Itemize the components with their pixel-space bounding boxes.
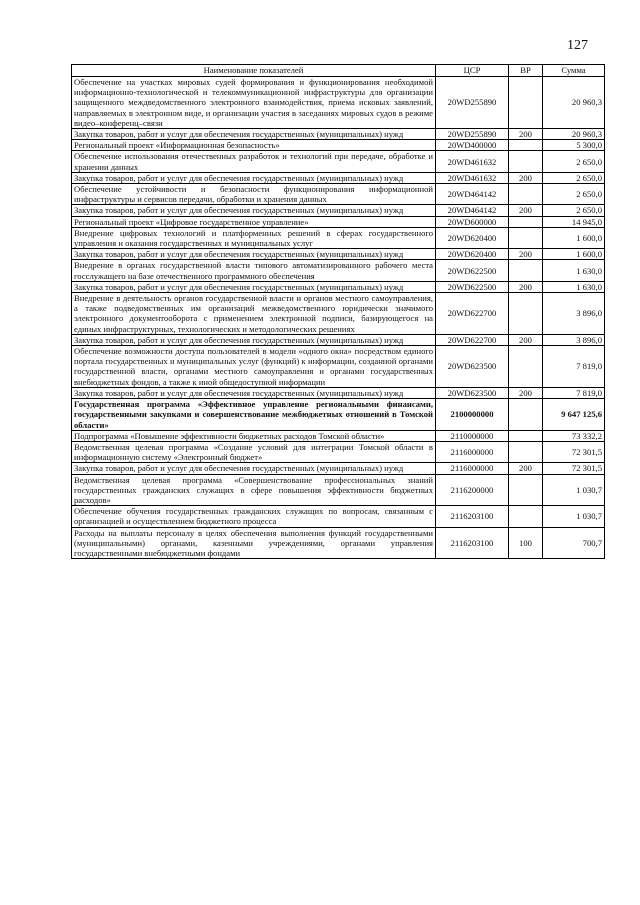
table-row — [72, 430, 605, 441]
row-csr: 20WD464142 — [436, 184, 509, 205]
row-vr — [509, 227, 543, 248]
row-csr: 2100000000 — [436, 399, 509, 431]
page-number: 127 — [567, 38, 588, 53]
row-sum: 73 332,2 — [543, 430, 605, 441]
row-sum: 20 960,3 — [543, 129, 605, 140]
row-csr: 20WD255890 — [436, 129, 509, 140]
row-name: Закупка товаров, работ и услуг для обеспечения государственных (муниципальных) нужд — [72, 334, 436, 345]
row-vr: 200 — [509, 249, 543, 260]
row-name: Подпрограмма «Повышение эффективности бюджетных расходов Томской области» — [72, 430, 436, 441]
table-row — [72, 129, 605, 140]
table-row — [72, 334, 605, 345]
table-row — [72, 77, 605, 129]
row-vr: 200 — [509, 281, 543, 292]
budget-table — [71, 64, 605, 559]
row-sum: 7 819,0 — [543, 387, 605, 398]
row-csr: 2116203100 — [436, 506, 509, 527]
table-row — [72, 184, 605, 205]
row-name: Обеспечение использования отечественных разработок и технологий при передаче, обработке и хранении данных — [72, 151, 436, 172]
row-name: Внедрение цифровых технологий и платформенных решений в сферах государственного управления и оказания государственных и муниципальных услуг — [72, 227, 436, 248]
row-sum: 7 819,0 — [543, 346, 605, 388]
row-csr: 20WD255890 — [436, 77, 509, 129]
table-row — [72, 506, 605, 527]
table-row — [72, 260, 605, 281]
table-row — [72, 227, 605, 248]
row-vr: 200 — [509, 205, 543, 216]
row-csr: 20WD622700 — [436, 293, 509, 335]
row-name: Закупка товаров, работ и услуг для обеспечения государственных (муниципальных) нужд — [72, 387, 436, 398]
table-row — [72, 249, 605, 260]
header-name: Наименование показателей — [72, 65, 436, 77]
row-name: Региональный проект «Информационная безопасность» — [72, 140, 436, 151]
row-sum: 1 630,0 — [543, 281, 605, 292]
row-vr: 200 — [509, 129, 543, 140]
row-csr: 20WD622500 — [436, 281, 509, 292]
row-vr — [509, 399, 543, 431]
table-row — [72, 151, 605, 172]
row-vr — [509, 216, 543, 227]
row-sum: 1 030,7 — [543, 474, 605, 506]
header-vr: ВР — [509, 65, 543, 77]
row-csr: 20WD623500 — [436, 346, 509, 388]
row-vr — [509, 430, 543, 441]
row-name: Закупка товаров, работ и услуг для обеспечения государственных (муниципальных) нужд — [72, 463, 436, 474]
row-sum: 72 301,5 — [543, 441, 605, 462]
row-csr: 2116203100 — [436, 527, 509, 559]
row-csr: 2116200000 — [436, 474, 509, 506]
table-row — [72, 399, 605, 431]
table-body — [72, 77, 605, 559]
row-name: Расходы на выплаты персоналу в целях обеспечения выполнения функций государственными (муниципальными) органами, казенными учреждениями, органами управления государственными внебюджетными фондами — [72, 527, 436, 559]
row-sum: 2 650,0 — [543, 184, 605, 205]
row-csr: 20WD461632 — [436, 151, 509, 172]
row-csr: 20WD622700 — [436, 334, 509, 345]
header-row — [72, 65, 605, 77]
row-name: Закупка товаров, работ и услуг для обеспечения государственных (муниципальных) нужд — [72, 129, 436, 140]
row-sum: 14 945,0 — [543, 216, 605, 227]
row-name: Обеспечение устойчивости и безопасности функционирования информационной инфраструктуры и сервисов передачи, обработки и хранения данных — [72, 184, 436, 205]
row-sum: 1 600,0 — [543, 249, 605, 260]
table-header — [72, 65, 605, 77]
row-sum: 20 960,3 — [543, 77, 605, 129]
row-vr: 200 — [509, 334, 543, 345]
row-vr — [509, 77, 543, 129]
row-vr — [509, 260, 543, 281]
row-sum: 2 650,0 — [543, 151, 605, 172]
row-name: Ведомственная целевая программа «Совершенствование профессиональных знаний государственных гражданских служащих в сфере повышения эффективности бюджетных расходов» — [72, 474, 436, 506]
row-vr: 100 — [509, 527, 543, 559]
row-csr: 20WD464142 — [436, 205, 509, 216]
row-sum: 1 030,7 — [543, 506, 605, 527]
row-csr: 20WD600000 — [436, 216, 509, 227]
row-vr: 200 — [509, 463, 543, 474]
table-row — [72, 140, 605, 151]
row-sum: 2 650,0 — [543, 172, 605, 183]
row-name: Обеспечение на участках мировых судей формирования и функционирования необходимой информационно-технологической и телекоммуникационной инфраструктуры для организации защищенного междведомственного электронного взаимодействия, приема исковых заявлений, направляемых в электронном виде, и организации участия в заседаниях мировых судов в режиме видео–конференц–связи — [72, 77, 436, 129]
row-vr — [509, 441, 543, 462]
row-csr: 20WD622500 — [436, 260, 509, 281]
row-name: Закупка товаров, работ и услуг для обеспечения государственных (муниципальных) нужд — [72, 172, 436, 183]
row-vr — [509, 184, 543, 205]
row-csr: 20WD400000 — [436, 140, 509, 151]
row-vr — [509, 346, 543, 388]
row-name: Внедрение в органах государственной власти типового автоматизированного рабочего места госслужащего на базе отечественного программного обеспечения — [72, 260, 436, 281]
row-name: Закупка товаров, работ и услуг для обеспечения государственных (муниципальных) нужд — [72, 249, 436, 260]
row-sum: 2 650,0 — [543, 205, 605, 216]
row-csr: 20WD461632 — [436, 172, 509, 183]
row-vr — [509, 474, 543, 506]
table-row — [72, 441, 605, 462]
row-sum: 3 896,0 — [543, 293, 605, 335]
row-vr — [509, 506, 543, 527]
row-vr — [509, 293, 543, 335]
row-csr: 20WD620400 — [436, 227, 509, 248]
table-row — [72, 205, 605, 216]
row-sum: 5 300,0 — [543, 140, 605, 151]
table-row — [72, 172, 605, 183]
row-name: Обеспечение обучения государственных гражданских служащих по вопросам, связанным с организацией и осуществлением бюджетного процесса — [72, 506, 436, 527]
row-sum: 700,7 — [543, 527, 605, 559]
row-vr — [509, 151, 543, 172]
table-row — [72, 216, 605, 227]
table-row — [72, 527, 605, 559]
row-sum: 72 301,5 — [543, 463, 605, 474]
header-sum: Сумма — [543, 65, 605, 77]
row-sum: 1 600,0 — [543, 227, 605, 248]
row-vr: 200 — [509, 387, 543, 398]
row-vr — [509, 140, 543, 151]
row-sum: 9 647 125,6 — [543, 399, 605, 431]
row-name: Региональный проект «Цифровое государственное управление» — [72, 216, 436, 227]
row-name: Ведомственная целевая программа «Создание условий для интеграции Томской области в информационную систему «Электронный бюджет» — [72, 441, 436, 462]
row-csr: 2110000000 — [436, 430, 509, 441]
row-name: Обеспечение возможности доступа пользователей в модели «одного окна» посредством единого портала государственных и муниципальных услуг (функций) к информации, созданной органами государственной власти, органами местного самоуправления и органами государственных внебюджетных фондов, а также к иной общедоступной информации — [72, 346, 436, 388]
table-row — [72, 346, 605, 388]
row-sum: 3 896,0 — [543, 334, 605, 345]
table-row — [72, 293, 605, 335]
table-row — [72, 474, 605, 506]
row-csr: 20WD623500 — [436, 387, 509, 398]
row-name: Закупка товаров, работ и услуг для обеспечения государственных (муниципальных) нужд — [72, 205, 436, 216]
row-csr: 20WD620400 — [436, 249, 509, 260]
header-csr: ЦСР — [436, 65, 509, 77]
row-vr: 200 — [509, 172, 543, 183]
row-name: Государственная программа «Эффективное управление региональными финансами, государственными закупками и совершенствование межбюджетных отношений в Томской области» — [72, 399, 436, 431]
row-csr: 2116000000 — [436, 441, 509, 462]
row-name: Закупка товаров, работ и услуг для обеспечения государственных (муниципальных) нужд — [72, 281, 436, 292]
table-row — [72, 281, 605, 292]
row-name: Внедрение в деятельность органов государственной власти и органов местного самоуправления, а также подведомственных им организаций межведомственного юридически значимого электронного документооборота с применением электронной подписи, базирующегося на единых инфраструктурных, технологических и методологических решениях — [72, 293, 436, 335]
row-csr: 2116000000 — [436, 463, 509, 474]
row-sum: 1 630,0 — [543, 260, 605, 281]
table-row — [72, 387, 605, 398]
table-row — [72, 463, 605, 474]
